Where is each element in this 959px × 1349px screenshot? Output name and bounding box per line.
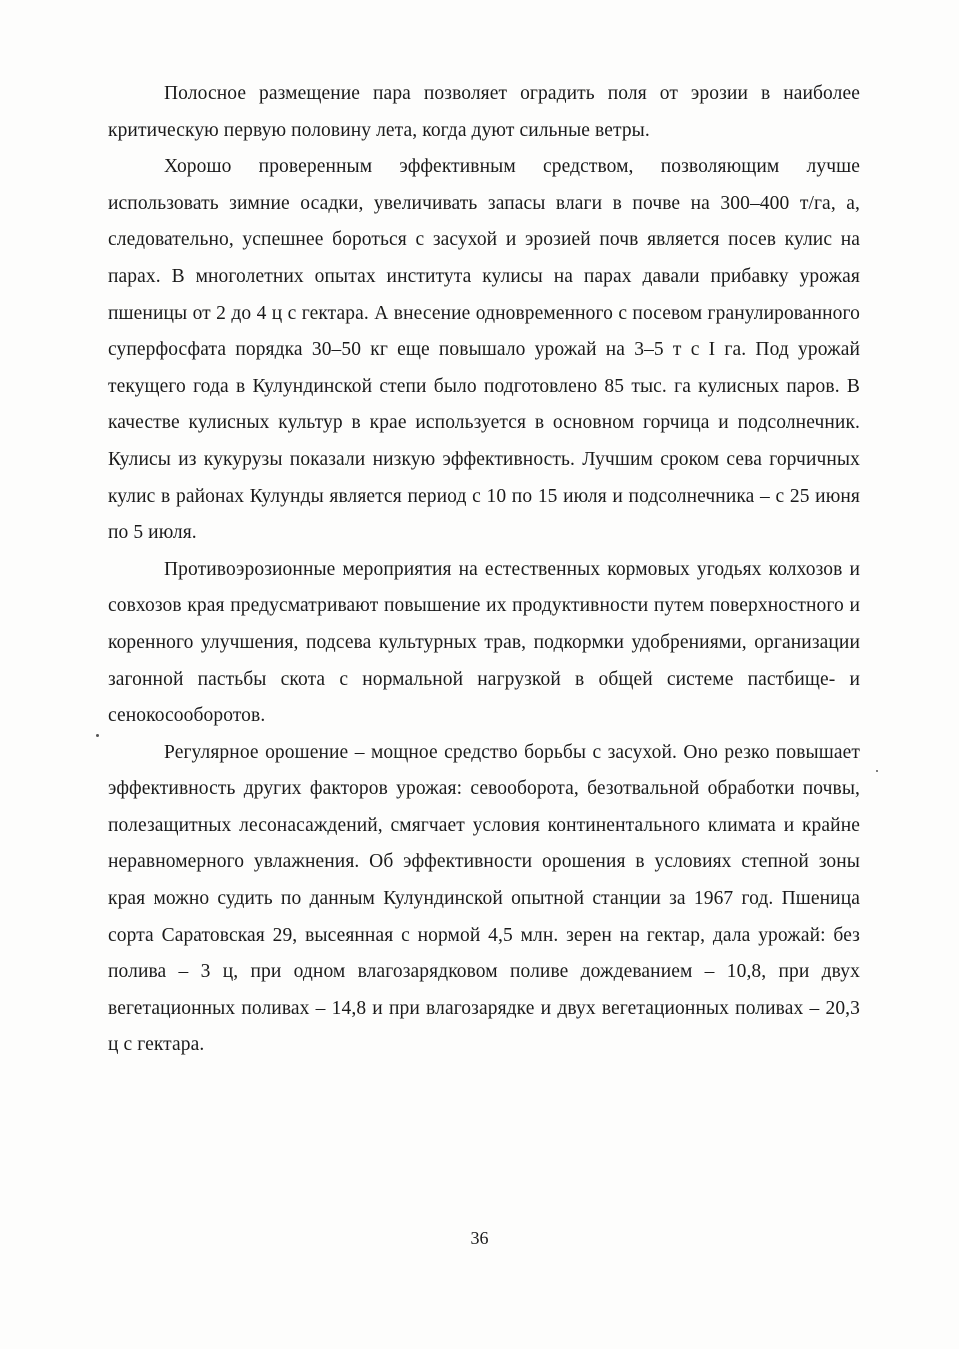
paragraph-pastures: Противоэрозионные мероприятия на естественных кормовых угодьях колхозов и совхозов края предусматривают повышение их продуктивности путем поверхностного и коренного улучшения, подсева культурных трав, подкормки удобрениями, организации загонной пастьбы скота с нормальной нагрузкой в общей системе пастбище- и сенокосооборотов. <box>108 558 860 727</box>
paragraph-kulisy: Хорошо проверенным эффективным средством, позволяющим лучше использовать зимние осадки, увеличивать запасы влаги в почве на 300–400 т/га, а, следовательно, успешнее бороться с засухой и эрозией почв является посев кулис на парах. В многолетних опытах института кулисы на парах давали прибавку урожая пшеницы от 2 до 4 ц с гектара. А внесение одновременного с посевом гранулированного суперфосфата порядка 30–50 кг еще повышало урожай на 3–5 т с I га. Под урожай текущего года в Кулундинской степи было подготовлено 85 тыс. га кулисных паров. В качестве кулисных культур в крае используется в основном горчица и подсолнечник. Кулисы из кукурузы показали низкую эффективность. Лучшим сроком сева горчичных кулис в районах Кулунды является период с 10 по 15 июля и подсолнечника – с 25 июня по 5 июля. <box>108 156 860 544</box>
scan-speck <box>876 770 878 772</box>
scan-speck <box>96 734 99 737</box>
paragraph-irrigation: Регулярное орошение – мощное средство борьбы с засухой. Оно резко повышает эффективность других факторов урожая: севооборота, безотвальной обработки почвы, полезащитных лесонасаждений, смягчает условия континентального климата и крайне неравномерного увлажнения. Об эффективности орошения в условиях степной зоны края можно судить по данным Кулундинской опытной станции за 1967 год. Пшеница сорта Саратовская 29, высеянная с нормой 4,5 млн. зерен на гектар, дала урожай: без полива – 3 ц, при одном влагозарядковом поливе дождеванием – 10,8, при двух вегетационных поливах – 14,8 и при влагозарядке и двух вегетационных поливах – 20,3 ц с гектара. <box>108 741 860 1056</box>
paragraph-strip-fallow: Полосное размещение пара позволяет оградить поля от эрозии в наиболее критическую первую половину лета, когда дуют сильные ветры. <box>108 83 860 141</box>
page-number: 36 <box>470 1228 489 1248</box>
body-text <box>108 76 860 1064</box>
